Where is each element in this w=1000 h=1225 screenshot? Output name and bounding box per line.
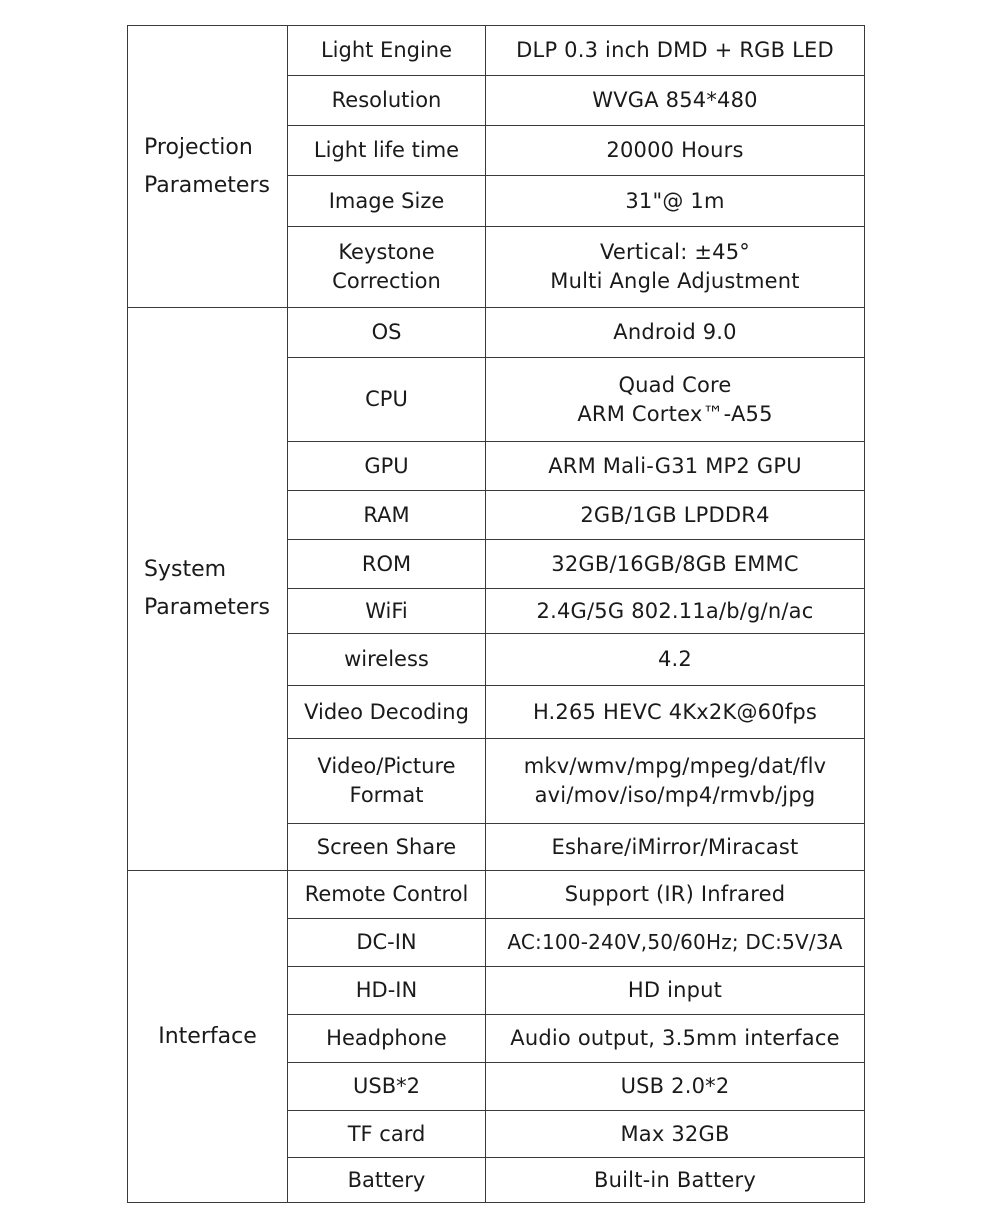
param-value: Eshare/iMirror/Miracast	[486, 824, 865, 871]
param-label: GPU	[288, 442, 486, 491]
param-label: Image Size	[288, 176, 486, 227]
param-label: WiFi	[288, 589, 486, 634]
param-label: Light life time	[288, 126, 486, 176]
param-label: CPU	[288, 358, 486, 442]
param-value: Audio output, 3.5mm interface	[486, 1015, 865, 1063]
group-projection-parameters: Projection Parameters	[128, 26, 288, 308]
param-value: USB 2.0*2	[486, 1063, 865, 1111]
param-label: TF card	[288, 1111, 486, 1158]
param-label: Keystone Correction	[288, 227, 486, 308]
param-value: DLP 0.3 inch DMD + RGB LED	[486, 26, 865, 76]
param-value: 32GB/16GB/8GB EMMC	[486, 540, 865, 589]
spec-row	[128, 26, 865, 76]
group-system-parameters: System Parameters	[128, 308, 288, 871]
param-label: Light Engine	[288, 26, 486, 76]
param-label: ROM	[288, 540, 486, 589]
group-interface: Interface	[128, 871, 288, 1203]
param-value: H.265 HEVC 4Kx2K@60fps	[486, 686, 865, 739]
param-label: wireless	[288, 634, 486, 686]
param-value: 20000 Hours	[486, 126, 865, 176]
param-label: RAM	[288, 491, 486, 540]
param-label: DC-IN	[288, 919, 486, 967]
param-label: USB*2	[288, 1063, 486, 1111]
param-value: Max 32GB	[486, 1111, 865, 1158]
param-value: AC:100-240V,50/60Hz; DC:5V/3A	[486, 919, 865, 967]
param-value: 2GB/1GB LPDDR4	[486, 491, 865, 540]
param-value: ARM Mali-G31 MP2 GPU	[486, 442, 865, 491]
param-label: HD-IN	[288, 967, 486, 1015]
param-value: Built-in Battery	[486, 1158, 865, 1203]
param-label: Headphone	[288, 1015, 486, 1063]
param-value: WVGA 854*480	[486, 76, 865, 126]
spec-row	[128, 871, 865, 919]
param-label: Screen Share	[288, 824, 486, 871]
param-label: Resolution	[288, 76, 486, 126]
param-value: mkv/wmv/mpg/mpeg/dat/flv avi/mov/iso/mp4/rmvb/jpg	[486, 739, 865, 824]
param-value: Android 9.0	[486, 308, 865, 358]
spec-table	[127, 25, 865, 1203]
param-label: OS	[288, 308, 486, 358]
param-value: Quad Core ARM Cortex™-A55	[486, 358, 865, 442]
param-label: Remote Control	[288, 871, 486, 919]
param-label: Video/Picture Format	[288, 739, 486, 824]
param-value: Vertical: ±45° Multi Angle Adjustment	[486, 227, 865, 308]
param-value: 31"@ 1m	[486, 176, 865, 227]
spec-row	[128, 308, 865, 358]
param-label: Video Decoding	[288, 686, 486, 739]
param-value: Support (IR) Infrared	[486, 871, 865, 919]
param-value: HD input	[486, 967, 865, 1015]
param-label: Battery	[288, 1158, 486, 1203]
param-value: 2.4G/5G 802.11a/b/g/n/ac	[486, 589, 865, 634]
param-value: 4.2	[486, 634, 865, 686]
